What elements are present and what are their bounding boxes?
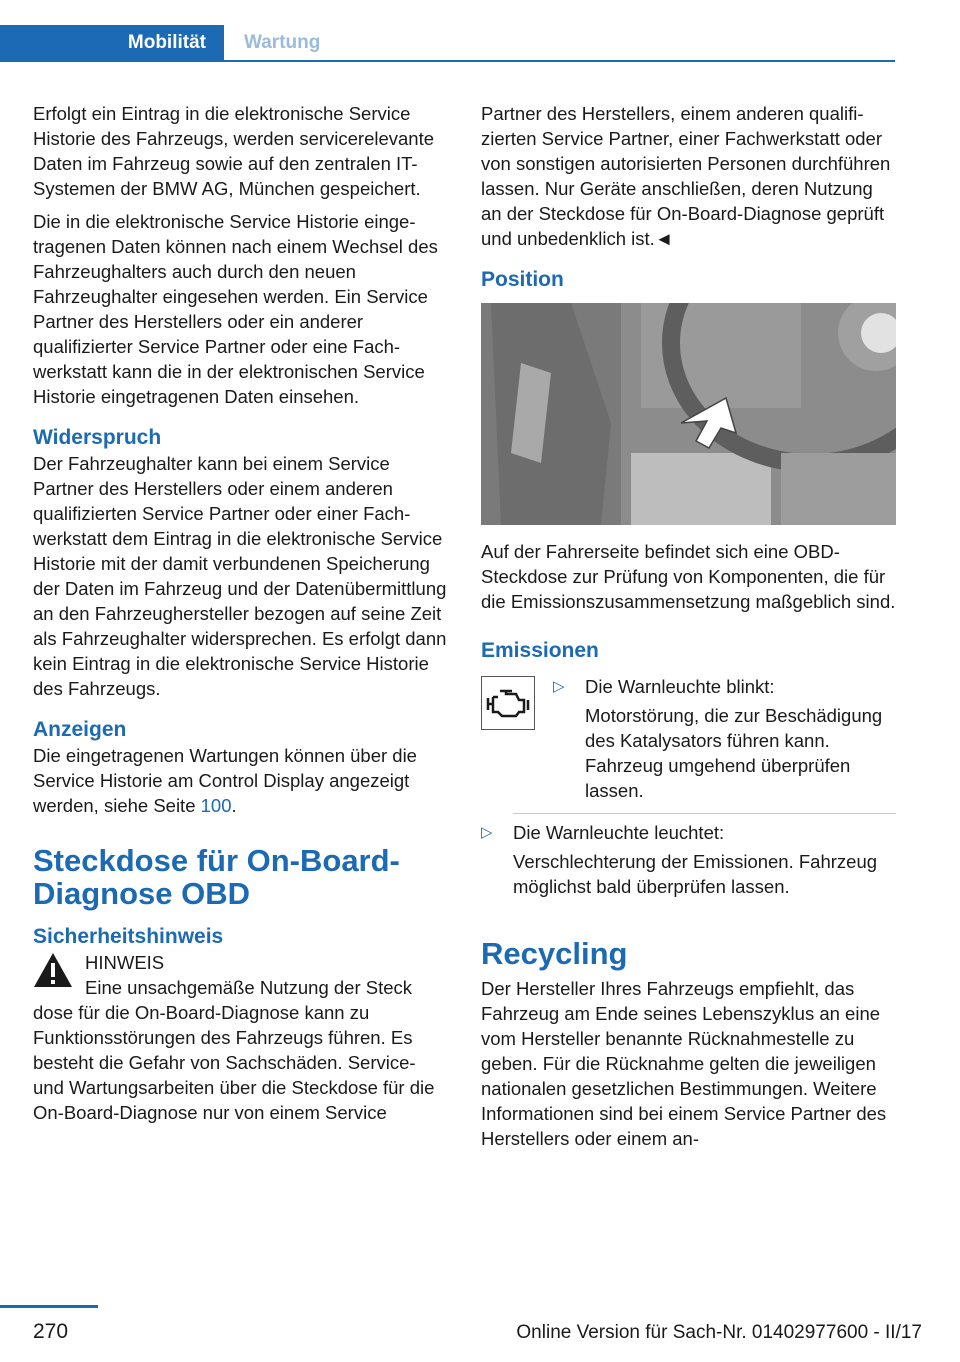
bullet-blinkt-text: Motorstörung, die zur Beschädigung des Katalysators führen kann. Fahrzeug umgehend überprüfen lassen. xyxy=(585,705,883,801)
warning-label: HINWEIS xyxy=(85,952,165,973)
paragraph-service-historie: Erfolgt ein Eintrag in die elektronische Service Historie des Fahrzeugs, werden servicerelevante Daten im Fahrzeug sowie auf den zentralen IT-Systemen der BMW AG, München gespeichert. xyxy=(33,103,435,199)
paragraph-warning-continued: Partner des Herstellers, einem anderen qualifizierten Service Partner, einer Fachwerkstatt oder von sonstigen autorisierten Personen durchführen lassen. Nur Geräte anschließen, deren Nutzung an der Steckdose für On-Board-Diagnose geprüft und unbedenklich ist.◄ xyxy=(481,103,891,249)
heading-widerspruch: Widerspruch xyxy=(33,426,162,449)
heading-emissionen: Emissionen xyxy=(481,639,599,662)
warning-text-first: Eine unsachgemäße Nutzung der Steck xyxy=(85,977,413,998)
heading-obd: Steckdose für On-Board-Diagnose OBD xyxy=(33,843,400,911)
engine-light-box xyxy=(481,676,535,730)
obd-position-photo xyxy=(481,303,896,525)
bullet-leuchtet-text: Verschlechterung der Emissionen. Fahrzeug möglichst bald überprüfen lassen. xyxy=(513,851,878,897)
bullet-blinkt xyxy=(553,674,896,807)
right-column xyxy=(481,101,896,1159)
section-tabs xyxy=(0,25,320,61)
heading-position: Position xyxy=(481,268,564,291)
triangle-bullet-icon: ▷ xyxy=(481,824,493,841)
emission-indicator xyxy=(481,674,896,807)
left-column xyxy=(33,101,451,1133)
paragraph-recycling: Der Hersteller Ihres Fahrzeugs empfiehlt, das Fahrzeug am Ende seines Lebenszyklus an eine vom Hersteller benannte Rücknahmestelle zu geben. Für die Rücknahme gelten die jeweiligen nationalen gesetzlichen Bestimmungen. Weitere Informationen sind bei einem Service Partner des Herstellers oder einem an- xyxy=(481,978,887,1149)
heading-recycling: Recycling xyxy=(481,936,628,971)
triangle-bullet-icon: ▷ xyxy=(553,678,565,695)
bullet-leuchtet-title: Die Warnleuchte leuchtet: xyxy=(513,822,725,843)
heading-anzeigen: Anzeigen xyxy=(33,718,127,741)
tab-mobilitaet[interactable]: Mobilität xyxy=(0,25,224,61)
header-rule xyxy=(0,60,895,62)
heading-sicherheitshinweis: Sicherheitshinweis xyxy=(33,925,224,948)
bullet-leuchtet xyxy=(481,820,896,903)
anzeigen-text: Die eingetragenen Wartungen können über die Service Historie am Control Display angezeigt werden, siehe Seite xyxy=(33,745,417,816)
anzeigen-end: . xyxy=(231,795,237,816)
bullet-divider xyxy=(513,813,896,814)
obd-location-illustration xyxy=(481,303,896,525)
paragraph-position: Auf der Fahrerseite befindet sich eine OBD-Steckdose zur Prüfung von Komponenten, die für die Emissionszusammensetzung maßgeblich sind. xyxy=(481,541,896,612)
paragraph-anzeigen xyxy=(33,743,451,818)
page-number: 270 xyxy=(33,1320,69,1343)
online-version-note: Online Version für Sach-Nr. 01402977600 - II/17 xyxy=(516,1322,922,1343)
check-engine-icon xyxy=(486,688,530,718)
warning-text-rest: dose für die On-Board-Diagnose kann zu Funktionsstörungen des Fahrzeugs führen. Es besteht die Gefahr von Sachschäden. Service- und Wartungsarbeiten über die Steckdose für die On-Board-Diagnose nur von einem Service xyxy=(33,1002,435,1123)
footer-rule xyxy=(0,1305,98,1308)
bullet-blinkt-title: Die Warnleuchte blinkt: xyxy=(585,676,775,697)
warning-note xyxy=(33,950,451,1125)
tab-wartung[interactable]: Wartung xyxy=(244,32,321,53)
paragraph-daten-einsehen: Die in die elektronische Service Historie eingetragenen Daten können nach einem Wechsel des Fahrzeughalters auch durch den neuen Fahrzeughalter eingesehen werden. Ein Service Partner des Herstellers oder ein anderer qualifizierter Service Partner oder eine Fachwerkstatt kann die in der elektronischen Service Historie eingetragenen Daten einsehen. xyxy=(33,211,438,407)
paragraph-widerspruch: Der Fahrzeughalter kann bei einem Service Partner des Herstellers oder einem anderen qualifizierten Service Partner oder einer Fachwerkstatt dem Eintrag in die elektronische Service Historie mit der damit verbundenen Speicherung der Daten im Fahrzeug und der Datenübermittlung an den Fahrzeughersteller bezogen auf seine Zeit als Fahrzeughalter widersprechen. Es erfolgt dann kein Eintrag in die elektronische Service Historie des Fahrzeugs. xyxy=(33,453,447,699)
page-link-100[interactable]: 100 xyxy=(200,795,232,816)
warning-triangle-icon xyxy=(33,952,73,988)
